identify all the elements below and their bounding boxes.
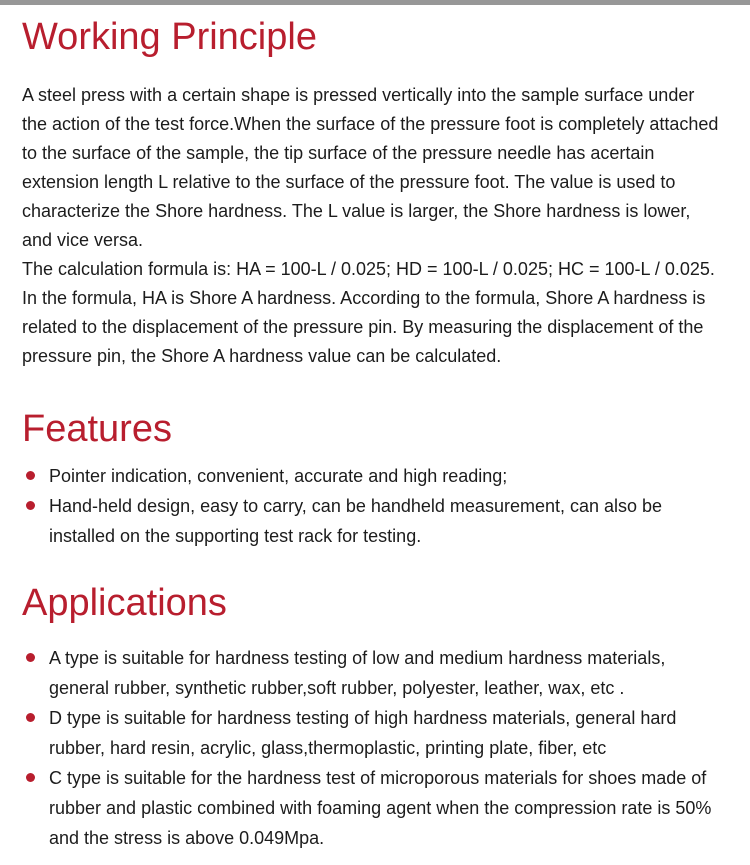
list-item — [22, 703, 722, 763]
list-item — [22, 763, 722, 853]
application-text: C type is suitable for the hardness test of microporous materials for shoes made of rubber and plastic combined with foaming agent when the compression rate is 50% and the stress is above 0.049Mpa. — [49, 768, 712, 848]
bullet-icon — [26, 713, 35, 722]
bullet-icon — [26, 773, 35, 782]
heading-applications: Applications — [22, 582, 227, 624]
list-item — [22, 491, 722, 551]
product-description-page — [0, 13, 750, 853]
list-item — [22, 643, 722, 703]
application-text: A type is suitable for hardness testing of low and medium hardness materials, general rubber, synthetic rubber,soft rubber, polyester, leather, wax, etc . — [49, 648, 666, 698]
bullet-icon — [26, 653, 35, 662]
top-divider-bar — [0, 0, 750, 5]
feature-text: Pointer indication, convenient, accurate and high reading; — [49, 466, 508, 486]
application-text: D type is suitable for hardness testing of high hardness materials, general hard rubber, hard resin, acrylic, glass,thermoplastic, printing plate, fiber, etc — [49, 708, 677, 758]
working-principle-paragraph-2: The calculation formula is: HA = 100-L / 0.025; HD = 100-L / 0.025; HC = 100-L / 0.025. In the formula, HA is Shore A hardness. According to the formula, Shore A hardness is related to the displacement of the pressure pin. By measuring the displacement of the pressure pin, the Shore A hardness value can be calculated. — [22, 259, 715, 366]
heading-features: Features — [22, 408, 172, 450]
feature-text: Hand-held design, easy to carry, can be handheld measurement, can also be installed on the supporting test rack for testing. — [49, 496, 663, 546]
bullet-icon — [26, 471, 35, 480]
list-item — [22, 461, 722, 491]
bullet-icon — [26, 501, 35, 510]
working-principle-paragraph-1: A steel press with a certain shape is pressed vertically into the sample surface under the action of the test force.When the surface of the pressure foot is completely attached to the surface of the sample, the tip surface of the pressure needle has acertain extension length L relative to the surface of the pressure foot. The value is used to characterize the Shore hardness. The L value is larger, the Shore hardness is lower, and vice versa. — [22, 85, 719, 250]
heading-working-principle: Working Principle — [22, 16, 317, 58]
applications-list — [22, 643, 722, 853]
features-list — [22, 461, 722, 551]
